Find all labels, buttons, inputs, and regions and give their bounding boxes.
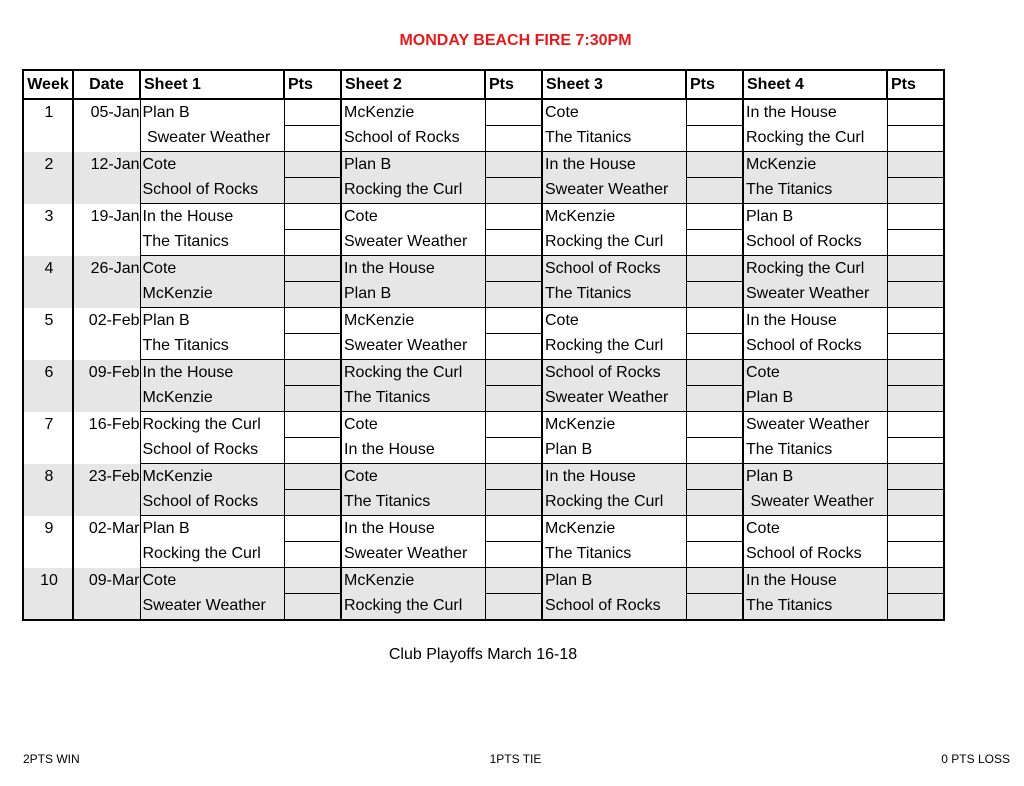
team-name: Cote — [140, 152, 284, 178]
team-name: Rocking the Curl — [140, 542, 284, 568]
week-number: 3 — [23, 204, 73, 256]
points-cell[interactable] — [485, 230, 542, 256]
team-name: Rocking the Curl — [542, 334, 686, 360]
points-cell[interactable] — [284, 412, 341, 438]
week-number: 9 — [23, 516, 73, 568]
points-cell[interactable] — [485, 412, 542, 438]
points-cell[interactable] — [284, 256, 341, 282]
team-name: Cote — [743, 360, 887, 386]
points-cell[interactable] — [887, 490, 944, 516]
week-date: 02-Feb — [73, 308, 140, 360]
team-name: Plan B — [140, 99, 284, 126]
points-cell[interactable] — [887, 386, 944, 412]
team-name: Sweater Weather — [542, 178, 686, 204]
playoffs-note: Club Playoffs March 16-18 — [388, 646, 578, 663]
team-name: Sweater Weather — [542, 386, 686, 412]
points-cell[interactable] — [485, 178, 542, 204]
team-name: Cote — [743, 516, 887, 542]
points-cell[interactable] — [686, 464, 743, 490]
points-cell[interactable] — [686, 152, 743, 178]
points-cell[interactable] — [485, 204, 542, 230]
points-cell[interactable] — [887, 334, 944, 360]
team-name: Cote — [341, 204, 485, 230]
points-cell[interactable] — [485, 464, 542, 490]
points-cell[interactable] — [485, 438, 542, 464]
team-name: School of Rocks — [743, 542, 887, 568]
points-cell[interactable] — [887, 412, 944, 438]
team-name: Rocking the Curl — [542, 490, 686, 516]
points-cell[interactable] — [485, 594, 542, 621]
team-name: Rocking the Curl — [743, 256, 887, 282]
points-cell[interactable] — [887, 542, 944, 568]
header-sheet-2: Sheet 2 — [341, 70, 485, 99]
points-cell[interactable] — [887, 178, 944, 204]
points-cell[interactable] — [485, 360, 542, 386]
points-cell[interactable] — [284, 204, 341, 230]
table-row — [23, 516, 944, 542]
table-row — [23, 308, 944, 334]
team-name: McKenzie — [542, 204, 686, 230]
points-cell[interactable] — [887, 360, 944, 386]
points-cell[interactable] — [686, 230, 743, 256]
team-name: The Titanics — [743, 438, 887, 464]
team-name: Plan B — [542, 568, 686, 594]
team-name: School of Rocks — [140, 490, 284, 516]
team-name: In the House — [542, 152, 686, 178]
team-name: In the House — [542, 464, 686, 490]
points-cell[interactable] — [284, 542, 341, 568]
team-name: The Titanics — [140, 334, 284, 360]
points-cell[interactable] — [284, 594, 341, 621]
points-cell[interactable] — [284, 152, 341, 178]
table-row — [23, 178, 944, 204]
table-row — [23, 152, 944, 178]
week-date: 23-Feb — [73, 464, 140, 516]
points-cell[interactable] — [887, 516, 944, 542]
team-name: In the House — [140, 204, 284, 230]
week-date: 26-Jan — [73, 256, 140, 308]
team-name: McKenzie — [341, 568, 485, 594]
table-row — [23, 99, 944, 126]
team-name: Rocking the Curl — [341, 360, 485, 386]
team-name: Plan B — [140, 516, 284, 542]
schedule-body — [23, 99, 944, 620]
points-cell[interactable] — [485, 152, 542, 178]
points-cell[interactable] — [686, 99, 743, 126]
points-cell[interactable] — [686, 490, 743, 516]
week-number: 6 — [23, 360, 73, 412]
page-title: MONDAY BEACH FIRE 7:30PM — [399, 32, 632, 49]
points-cell[interactable] — [887, 464, 944, 490]
team-name: Cote — [341, 412, 485, 438]
team-name: School of Rocks — [743, 230, 887, 256]
table-row — [23, 490, 944, 516]
points-cell[interactable] — [485, 99, 542, 126]
team-name: Sweater Weather — [140, 126, 284, 152]
points-cell[interactable] — [485, 282, 542, 308]
team-name: In the House — [341, 438, 485, 464]
table-row — [23, 568, 944, 594]
team-name: Cote — [140, 256, 284, 282]
points-cell[interactable] — [284, 568, 341, 594]
table-row — [23, 464, 944, 490]
header-pts: Pts — [485, 70, 542, 99]
week-number: 7 — [23, 412, 73, 464]
points-cell[interactable] — [686, 334, 743, 360]
legend-win: 2PTS WIN — [23, 752, 80, 766]
points-cell[interactable] — [284, 490, 341, 516]
team-name: Cote — [542, 99, 686, 126]
team-name: Rocking the Curl — [140, 412, 284, 438]
team-name: In the House — [743, 308, 887, 334]
week-number: 8 — [23, 464, 73, 516]
points-cell[interactable] — [485, 516, 542, 542]
team-name: In the House — [743, 568, 887, 594]
team-name: In the House — [743, 99, 887, 126]
team-name: The Titanics — [743, 178, 887, 204]
points-cell[interactable] — [284, 282, 341, 308]
week-number: 4 — [23, 256, 73, 308]
week-number: 2 — [23, 152, 73, 204]
team-name: Rocking the Curl — [743, 126, 887, 152]
points-cell[interactable] — [887, 256, 944, 282]
points-cell[interactable] — [887, 204, 944, 230]
points-cell[interactable] — [686, 256, 743, 282]
team-name: Plan B — [743, 204, 887, 230]
header-pts: Pts — [284, 70, 341, 99]
team-name: Cote — [140, 568, 284, 594]
header-sheet-3: Sheet 3 — [542, 70, 686, 99]
points-cell[interactable] — [284, 334, 341, 360]
team-name: Sweater Weather — [743, 282, 887, 308]
team-name: The Titanics — [542, 542, 686, 568]
points-cell[interactable] — [284, 386, 341, 412]
table-row — [23, 230, 944, 256]
team-name: McKenzie — [743, 152, 887, 178]
table-row — [23, 126, 944, 152]
team-name: In the House — [341, 256, 485, 282]
header-sheet-1: Sheet 1 — [140, 70, 284, 99]
header-pts: Pts — [887, 70, 944, 99]
team-name: School of Rocks — [542, 594, 686, 621]
team-name: Sweater Weather — [140, 594, 284, 621]
points-cell[interactable] — [284, 126, 341, 152]
header-pts: Pts — [686, 70, 743, 99]
team-name: Sweater Weather — [341, 230, 485, 256]
points-cell[interactable] — [887, 282, 944, 308]
week-number: 1 — [23, 99, 73, 152]
team-name: In the House — [140, 360, 284, 386]
week-date: 09-Mar — [73, 568, 140, 621]
points-cell[interactable] — [887, 438, 944, 464]
points-cell[interactable] — [485, 490, 542, 516]
table-row — [23, 360, 944, 386]
table-row — [23, 412, 944, 438]
points-cell[interactable] — [284, 464, 341, 490]
table-row — [23, 542, 944, 568]
points-cell[interactable] — [485, 126, 542, 152]
week-date: 19-Jan — [73, 204, 140, 256]
table-row — [23, 256, 944, 282]
points-cell[interactable] — [887, 152, 944, 178]
points-cell[interactable] — [686, 542, 743, 568]
points-cell[interactable] — [887, 568, 944, 594]
schedule-table — [22, 69, 945, 621]
header-row — [23, 70, 944, 99]
team-name: Rocking the Curl — [341, 594, 485, 621]
points-cell[interactable] — [686, 386, 743, 412]
team-name: School of Rocks — [341, 126, 485, 152]
team-name: The Titanics — [542, 126, 686, 152]
team-name: Rocking the Curl — [542, 230, 686, 256]
team-name: Sweater Weather — [341, 542, 485, 568]
team-name: McKenzie — [140, 386, 284, 412]
points-cell[interactable] — [686, 516, 743, 542]
team-name: Plan B — [341, 152, 485, 178]
points-cell[interactable] — [485, 568, 542, 594]
week-date: 09-Feb — [73, 360, 140, 412]
points-cell[interactable] — [284, 308, 341, 334]
points-cell[interactable] — [485, 334, 542, 360]
team-name: Sweater Weather — [341, 334, 485, 360]
points-cell[interactable] — [686, 308, 743, 334]
header-date: Date — [73, 70, 140, 99]
team-name: School of Rocks — [140, 178, 284, 204]
points-cell[interactable] — [686, 360, 743, 386]
table-row — [23, 438, 944, 464]
team-name: School of Rocks — [542, 256, 686, 282]
team-name: McKenzie — [140, 464, 284, 490]
table-row — [23, 594, 944, 621]
team-name: School of Rocks — [542, 360, 686, 386]
team-name: McKenzie — [140, 282, 284, 308]
points-cell[interactable] — [686, 282, 743, 308]
team-name: School of Rocks — [140, 438, 284, 464]
team-name: The Titanics — [341, 386, 485, 412]
team-name: Plan B — [341, 282, 485, 308]
team-name: Rocking the Curl — [341, 178, 485, 204]
team-name: McKenzie — [341, 308, 485, 334]
week-date: 05-Jan — [73, 99, 140, 152]
points-cell[interactable] — [887, 594, 944, 621]
points-cell[interactable] — [284, 99, 341, 126]
week-number: 5 — [23, 308, 73, 360]
team-name: Cote — [341, 464, 485, 490]
points-cell[interactable] — [284, 516, 341, 542]
team-name: School of Rocks — [743, 334, 887, 360]
team-name: Cote — [542, 308, 686, 334]
week-number: 10 — [23, 568, 73, 621]
points-cell[interactable] — [284, 438, 341, 464]
team-name: Plan B — [542, 438, 686, 464]
points-cell[interactable] — [887, 308, 944, 334]
points-cell[interactable] — [485, 386, 542, 412]
team-name: The Titanics — [743, 594, 887, 621]
points-cell[interactable] — [686, 594, 743, 621]
legend-loss: 0 PTS LOSS — [941, 752, 1010, 766]
team-name: McKenzie — [542, 516, 686, 542]
points-cell[interactable] — [887, 99, 944, 126]
points-cell[interactable] — [485, 542, 542, 568]
header-sheet-4: Sheet 4 — [743, 70, 887, 99]
table-row — [23, 334, 944, 360]
table-row — [23, 282, 944, 308]
points-cell[interactable] — [686, 438, 743, 464]
legend-tie: 1PTS TIE — [489, 752, 542, 766]
points-cell[interactable] — [887, 230, 944, 256]
team-name: McKenzie — [542, 412, 686, 438]
points-cell[interactable] — [284, 360, 341, 386]
team-name: The Titanics — [140, 230, 284, 256]
header-week: Week — [23, 70, 73, 99]
team-name: The Titanics — [542, 282, 686, 308]
points-cell[interactable] — [686, 412, 743, 438]
team-name: McKenzie — [341, 99, 485, 126]
team-name: In the House — [341, 516, 485, 542]
points-cell[interactable] — [686, 204, 743, 230]
team-name: Sweater Weather — [743, 412, 887, 438]
points-cell[interactable] — [284, 178, 341, 204]
team-name: Plan B — [743, 464, 887, 490]
points-cell[interactable] — [485, 308, 542, 334]
team-name: Plan B — [140, 308, 284, 334]
team-name: Plan B — [743, 386, 887, 412]
team-name: Sweater Weather — [743, 490, 887, 516]
points-cell[interactable] — [686, 126, 743, 152]
week-date: 12-Jan — [73, 152, 140, 204]
week-date: 02-Mar — [73, 516, 140, 568]
points-cell[interactable] — [284, 230, 341, 256]
points-cell[interactable] — [686, 568, 743, 594]
week-date: 16-Feb — [73, 412, 140, 464]
points-cell[interactable] — [485, 256, 542, 282]
table-row — [23, 386, 944, 412]
points-cell[interactable] — [887, 126, 944, 152]
points-cell[interactable] — [686, 178, 743, 204]
table-row — [23, 204, 944, 230]
team-name: The Titanics — [341, 490, 485, 516]
